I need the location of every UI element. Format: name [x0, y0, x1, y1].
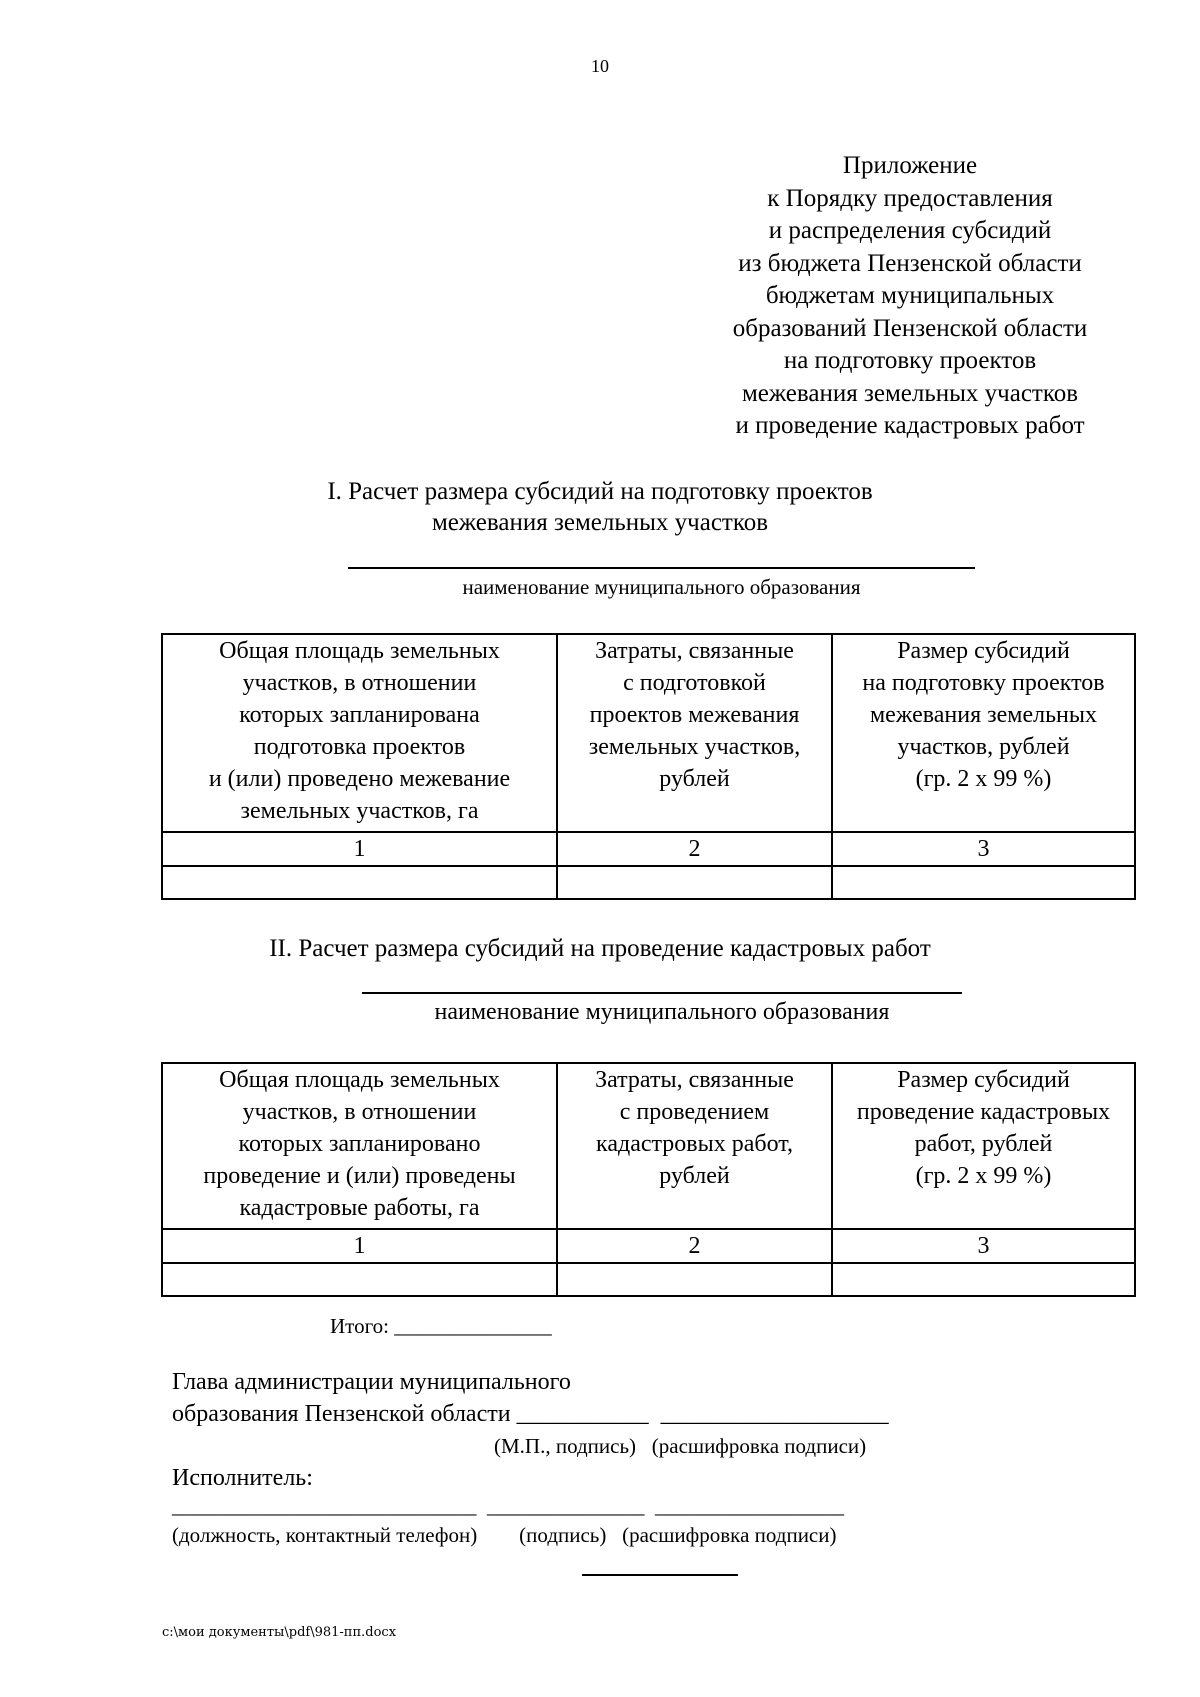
column-number: 3 — [832, 832, 1135, 866]
appendix-line: на подготовку проектов — [783, 347, 1037, 374]
section2-table — [161, 1062, 1136, 1297]
empty-cell[interactable] — [162, 866, 557, 899]
appendix-line: и проведение кадастровых работ — [735, 412, 1085, 439]
section1-caption: наименование муниципального образования — [462, 575, 861, 599]
column-number: 2 — [557, 832, 832, 866]
table-header-row — [162, 634, 1135, 832]
head-signature-line: образования Пензенской области ___________ ___________________ — [172, 1401, 889, 1427]
appendix-line: из бюджета Пензенской области — [738, 249, 1082, 277]
appendix-line: и распределения субсидий — [768, 217, 1052, 244]
appendix-line: бюджетам муниципальных — [765, 282, 1055, 309]
footer-file-path: c:\мои документы\pdf\981-пп.docx — [162, 1625, 397, 1640]
appendix-line: образований Пензенской области — [732, 314, 1088, 342]
header-cell-area: Общая площадь земельных участков, в отношении которых запланирована подготовка проектов и (или) проведено межевание земельных участков, га — [162, 634, 557, 832]
section1-title-line: I. Расчет размера субсидий на подготовку проектов — [327, 478, 873, 505]
column-number: 2 — [557, 1229, 832, 1263]
column-number: 1 — [162, 832, 557, 866]
header-cell-subsidy: Размер субсидий проведение кадастровых работ, рублей (гр. 2 х 99 %) — [832, 1063, 1135, 1229]
municipality-name-line — [348, 567, 975, 569]
executor-caption: (должность, контактный телефон) (подпись) (расшифровка подписи) — [172, 1523, 837, 1547]
head-title-line: Глава администрации муниципального — [172, 1369, 571, 1395]
total-line: Итого: _______________ — [330, 1314, 552, 1338]
section2-caption: наименование муниципального образования — [434, 999, 890, 1025]
table-empty-row — [162, 866, 1135, 899]
closing-rule — [582, 1574, 738, 1576]
header-cell-subsidy: Размер субсидий на подготовку проектов межевания земельных участков, рублей (гр. 2 х 99 %) — [832, 634, 1135, 832]
empty-cell[interactable] — [557, 866, 832, 899]
table-header-row — [162, 1063, 1135, 1229]
header-cell-costs: Затраты, связанные с проведением кадастровых работ, рублей — [557, 1063, 832, 1229]
header-cell-costs: Затраты, связанные с подготовкой проектов межевания земельных участков, рублей — [557, 634, 832, 832]
appendix-block — [700, 150, 1120, 443]
empty-cell[interactable] — [162, 1263, 557, 1296]
section2-title: II. Расчет размера субсидий на проведение кадастровых работ — [269, 935, 931, 962]
appendix-line: межевания земельных участков — [741, 379, 1079, 407]
appendix-line: Приложение — [842, 152, 978, 179]
municipality-name-line — [362, 992, 962, 994]
empty-cell[interactable] — [832, 866, 1135, 899]
table-number-row — [162, 832, 1135, 866]
executor-label: Исполнитель: — [172, 1465, 313, 1491]
head-signature-caption: (М.П., подпись) (расшифровка подписи) — [494, 1434, 867, 1458]
page-number: 10 — [591, 56, 609, 76]
executor-signature-lines: _____________________________ _______________ __________________ — [172, 1494, 844, 1518]
appendix-line: к Порядку предоставления — [767, 184, 1053, 212]
table-empty-row — [162, 1263, 1135, 1296]
empty-cell[interactable] — [557, 1263, 832, 1296]
column-number: 3 — [832, 1229, 1135, 1263]
column-number: 1 — [162, 1229, 557, 1263]
table-number-row — [162, 1229, 1135, 1263]
section1-title — [0, 476, 1200, 538]
empty-cell[interactable] — [832, 1263, 1135, 1296]
header-cell-area: Общая площадь земельных участков, в отношении которых запланировано проведение и (или) проведены кадастровые работы, га — [162, 1063, 557, 1229]
section1-title-line: межевания земельных участков — [431, 509, 769, 536]
section1-table — [161, 633, 1136, 900]
